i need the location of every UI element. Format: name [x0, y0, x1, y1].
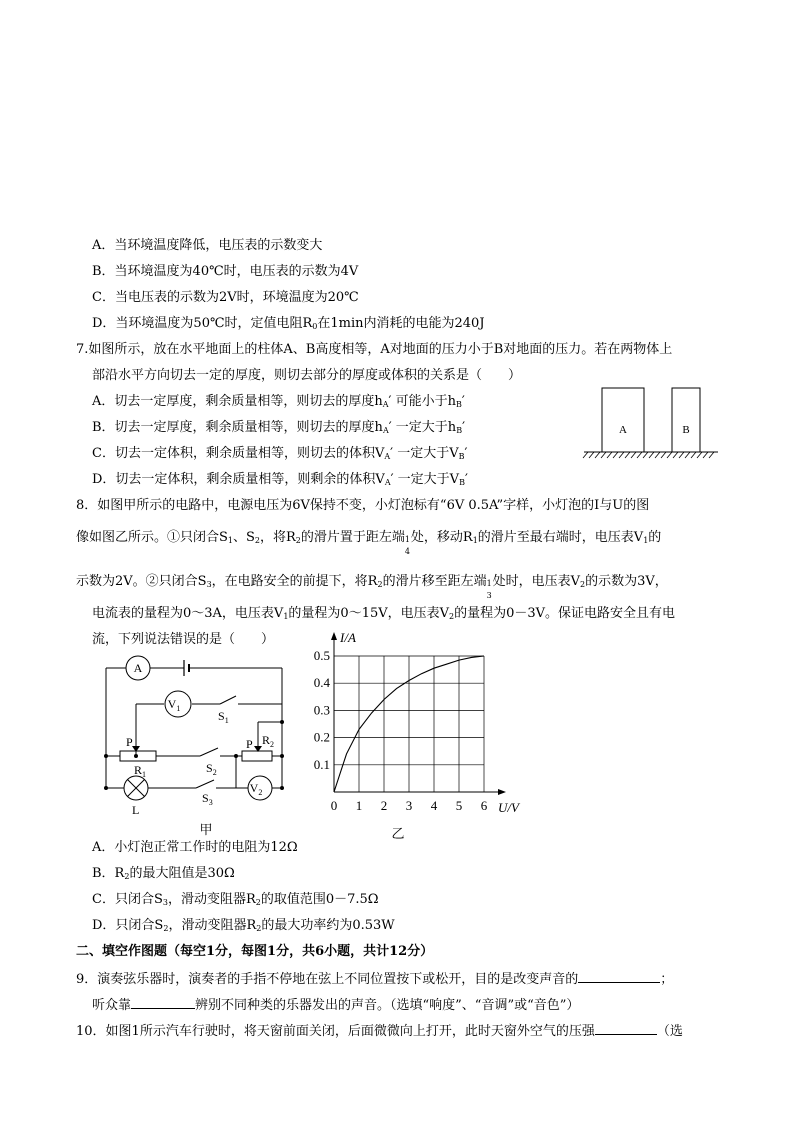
section-2-heading: 二、填空作图题（每空1分，每图1分，共6小题，共计12分） [76, 944, 434, 959]
block-a-label: A [619, 424, 627, 436]
q8-stem-line2: 像如图乙所示。①只闭合$S_1$、$S_2$，将$R_2$的滑片置于距左端 1 4 处，移动$R_1$的滑片至最右端时，电压表$V_1$的 [76, 530, 662, 556]
r2-label: $R_2$ [262, 733, 275, 749]
q6-option-c: C．当电压表的示数为2V时，环境温度为20℃ [92, 290, 359, 305]
q10-blank-1[interactable] [595, 1022, 657, 1035]
q9-line2: 听众靠 辨别不同种类的乐器发出的声音。（选填“响度”、“音调”或“音色”） [92, 998, 580, 1013]
y-axis-arrow [331, 632, 337, 640]
graph-ticks [314, 648, 488, 813]
x-tick-label: 0 [330, 798, 338, 813]
q8-stem-line1: 8．如图甲所示的电路中，电源电压为6V保持不变，小灯泡标有“6V 0.5A”字样，小灯泡的I与U的图 [76, 498, 650, 513]
s1-label: $S_1$ [218, 709, 229, 725]
q8-stem-line4: 电流表的量程为0～3A，电压表$V_1$的量程为0～15V，电压表$V_2$的量程为0－3V。保证电路安全且有电 [92, 606, 676, 621]
q8-stem-line3: 示数为2V。②只闭合$S_3$，在电路安全的前提下，将$R_2$的滑片移至距左端 1 3 处时，电压表$V_2$的示数为3V， [76, 574, 668, 600]
q9-blank-2[interactable] [131, 996, 195, 1009]
s2-label: $S_2$ [206, 761, 217, 777]
x-axis-arrow [498, 789, 506, 795]
x-tick-label: 4 [430, 798, 438, 813]
x-tick-label: 3 [405, 798, 413, 813]
q8-option-d: D．只闭合$S_2$，滑动变阻器$R_2$的最大功率约为0.53W [92, 918, 395, 933]
graph-grid [334, 656, 484, 792]
q7-stem-line1: 7.如图所示，放在水平地面上的柱体A、B高度相等，A对地面的压力小于B对地面的压力。若在两物体上 [76, 342, 673, 357]
y-tick-label: 0.3 [313, 702, 330, 718]
q7-option-a: A．切去一定厚度，剩余质量相等，则切去的厚度$h_A'$ 可能小于$h_B'$ [92, 394, 465, 409]
q8-stem-line5: 流，下列说法错误的是（ ） [92, 632, 275, 647]
y-tick-label: 0.1 [313, 756, 330, 772]
q7-option-c: C．切去一定体积，剩余质量相等，则切去的体积$V_A'$ 一定大于$V_B'$ [92, 446, 468, 461]
r1-label: $R_1$ [134, 763, 147, 779]
x-tick-label: 6 [480, 798, 488, 813]
q8-option-c: C．只闭合$S_3$，滑动变阻器$R_2$的取值范围0－7.5Ω [92, 892, 379, 907]
x-tick-label: 2 [380, 798, 388, 813]
y-tick-label: 0.4 [313, 675, 330, 691]
q7-stem-line2: 部沿水平方向切去一定的厚度，则切去部分的厚度或体积的关系是（ ） [92, 368, 522, 383]
block-a [602, 388, 644, 452]
p2-label: P [246, 737, 253, 751]
y-axis-label: I/A [340, 630, 356, 645]
q7-option-d: D．切去一定体积，剩余质量相等，则剩余的体积$V_A'$ 一定大于$V_B'$ [92, 472, 468, 487]
q6-option-b: B．当环境温度为40℃时，电压表的示数为4V [92, 264, 359, 279]
ground-hatch [583, 452, 714, 458]
circuit-diagram [96, 650, 296, 840]
q8-option-a: A．小灯泡正常工作时的电阻为12Ω [92, 840, 298, 855]
q9-line1: 9．演奏弦乐器时，演奏者的手指不停地在弦上不同位置按下或松开，目的是改变声音的 ； [76, 972, 674, 987]
x-axis-label: U/V [498, 800, 519, 815]
block-b-label: B [682, 424, 690, 436]
x-tick-label: 1 [355, 798, 363, 813]
q7-figure [580, 382, 720, 462]
q9-blank-1[interactable] [578, 970, 660, 983]
q7-option-b: B．切去一定厚度，剩余质量相等，则切去的厚度$h_A'$ 一定大于$h_B'$ [92, 420, 466, 435]
graph-caption: 乙 [391, 826, 405, 841]
q10-line1: 10．如图1所示汽车行驶时，将天窗前面关闭，后面微微向上打开，此时天窗外空气的压强 （选 [76, 1024, 683, 1039]
s3-label: $S_3$ [202, 791, 213, 807]
q6-option-d: D．当环境温度为50℃时，定值电阻$R_0$在1min内消耗的电能为240J [92, 316, 485, 331]
block-b [672, 388, 700, 452]
p1-label: P [126, 735, 133, 749]
ammeter-label: A [133, 661, 143, 675]
y-tick-label: 0.5 [313, 648, 330, 663]
y-tick-label: 0.2 [313, 729, 330, 745]
q6-option-a: A．当环境温度降低，电压表的示数变大 [92, 238, 323, 253]
lamp-label: L [132, 803, 140, 817]
v1-label: $V_1$ [167, 697, 181, 713]
iu-graph [300, 630, 540, 850]
x-tick-label: 5 [455, 798, 463, 813]
v2-label: $V_2$ [249, 781, 263, 797]
circuit-caption: 甲 [199, 822, 213, 837]
q8-option-b: B．$R_2$的最大阻值是30Ω [92, 866, 235, 881]
